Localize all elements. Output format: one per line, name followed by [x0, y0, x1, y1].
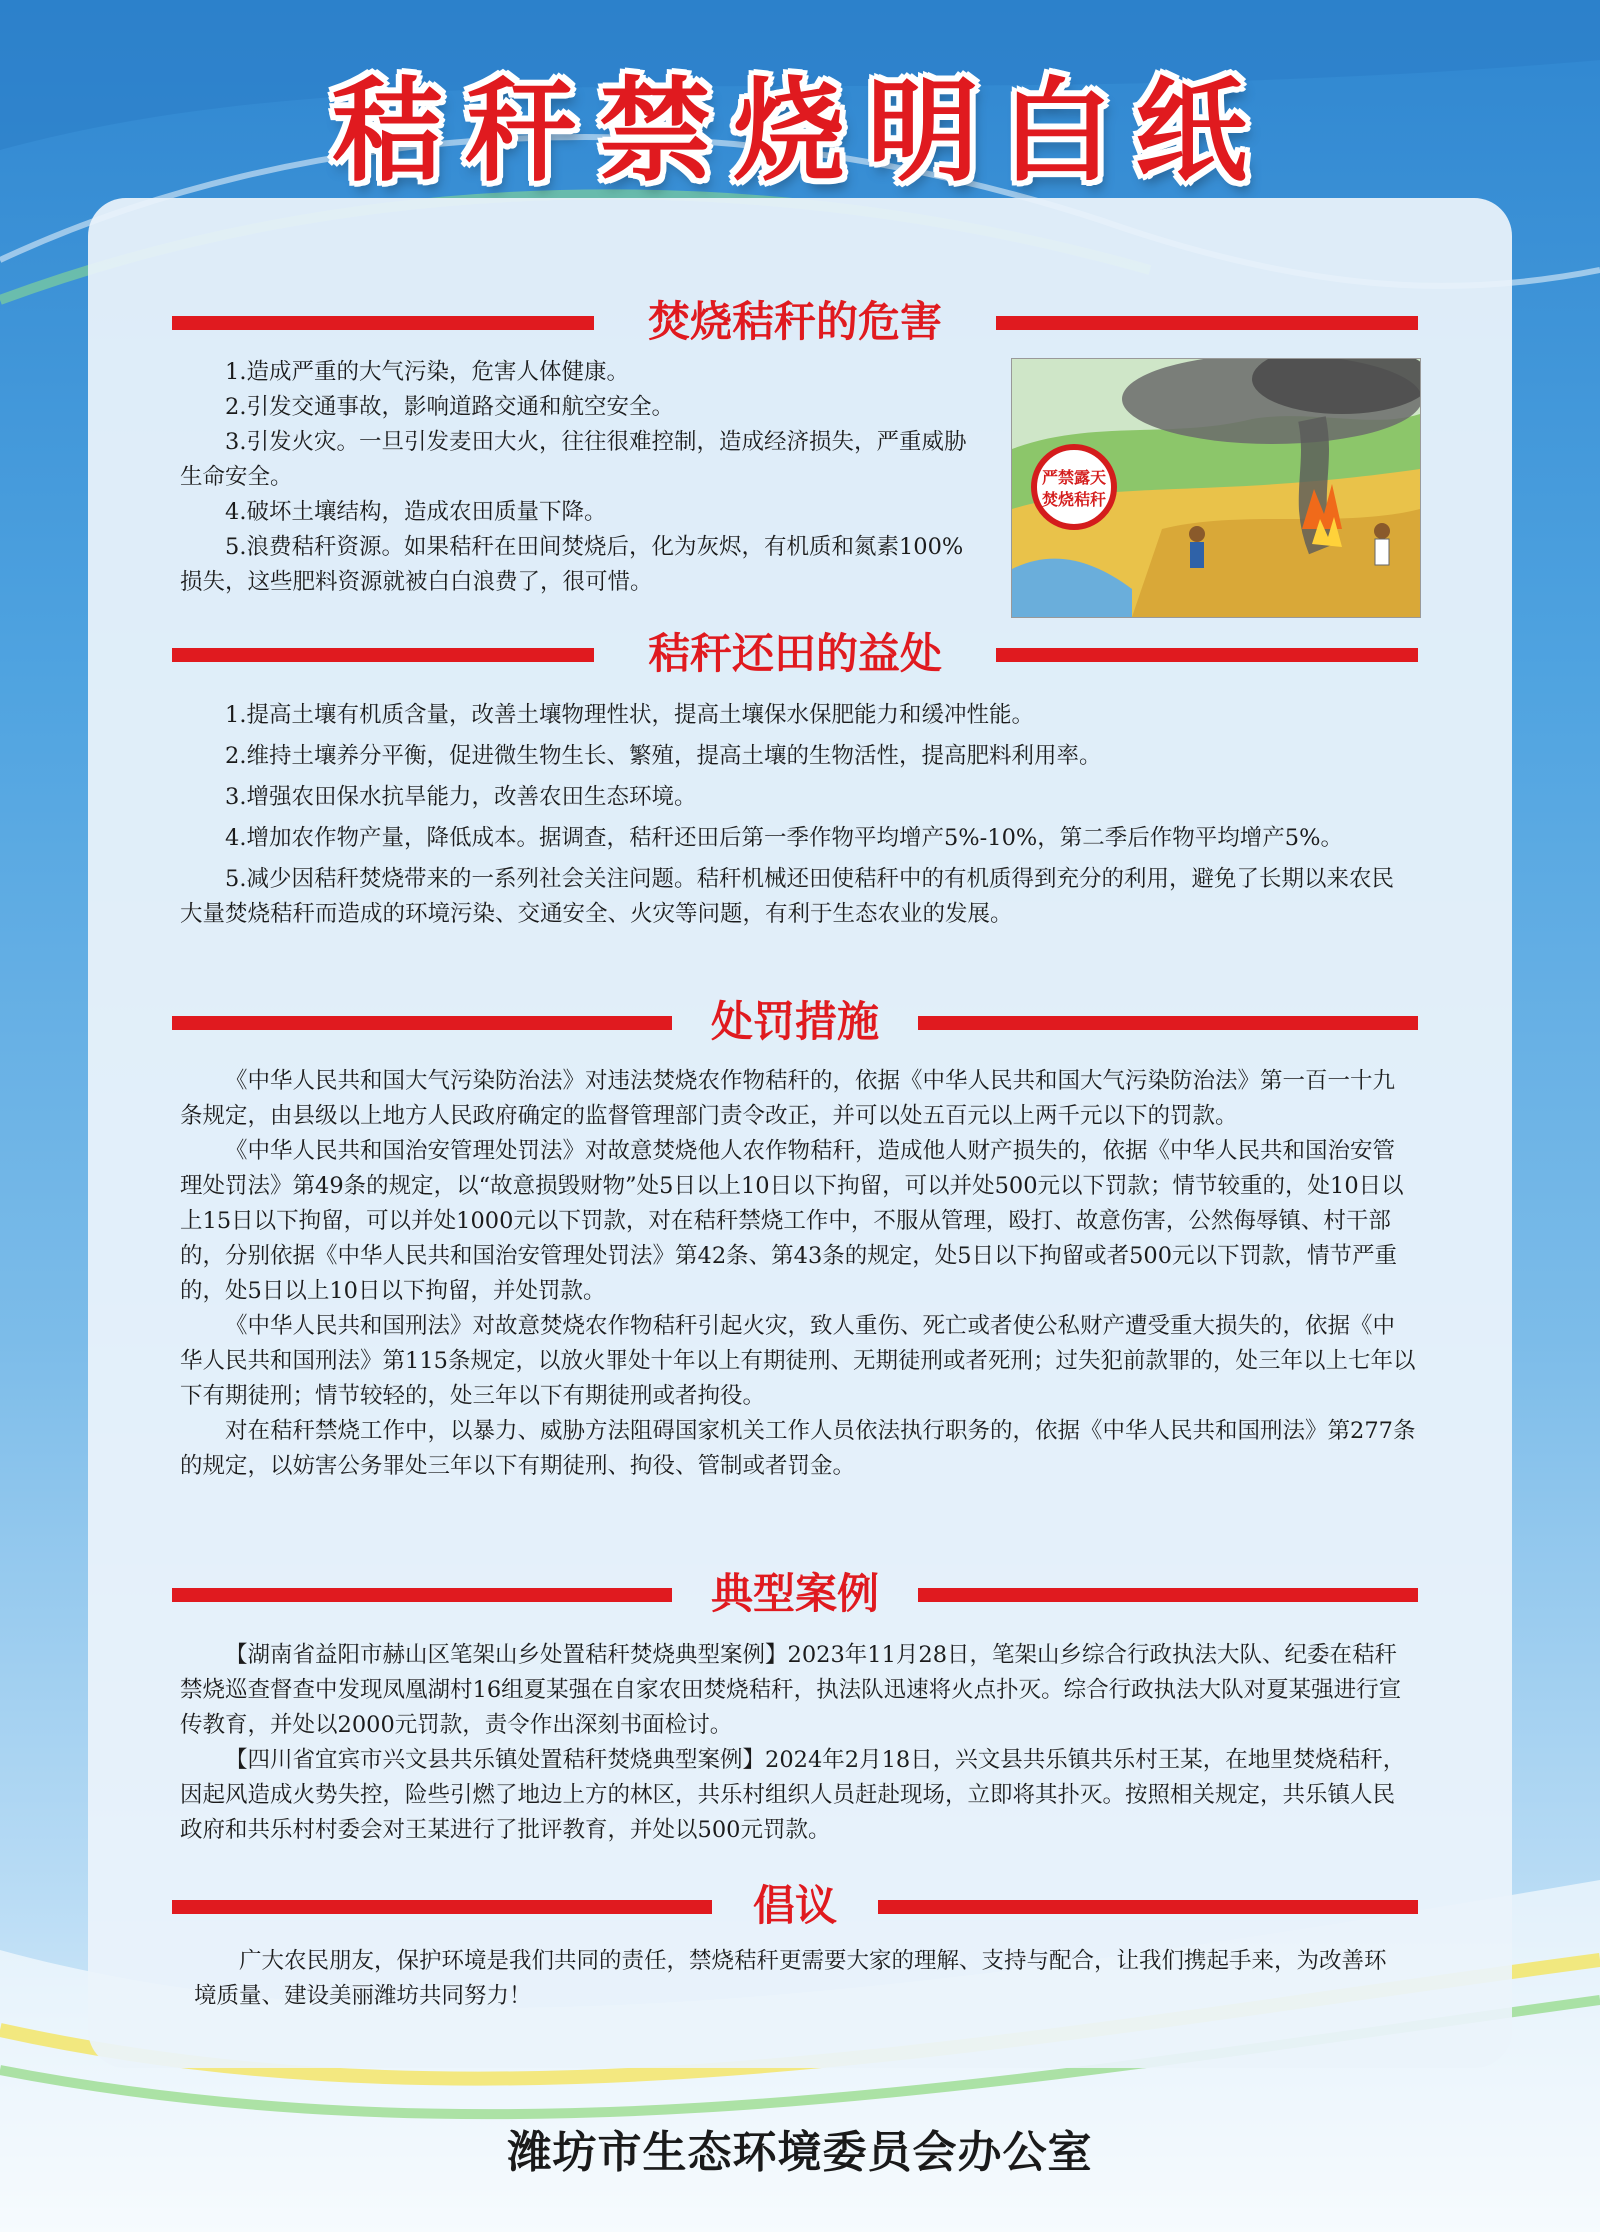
burning-straw-illustration	[1011, 358, 1421, 618]
benefit-item: 4.增加农作物产量，降低成本。据调查，秸秆还田后第一季作物平均增产5%-10%，第二季后作物平均增产5%。	[225, 825, 1343, 851]
benefit-list	[180, 698, 1416, 932]
section-heading-benefit: 秸秆还田的益处	[172, 628, 1418, 680]
case-item: 【四川省宜宾市兴文县共乐镇处置秸秆焚烧典型案例】2024年2月18日，兴文县共乐镇共乐村王某，在地里焚烧秸秆，因起风造成火势失控，险些引燃了地边上方的林区，共乐村组织人员赶赴现场，立即将其扑灭。按照相关规定，共乐镇人民政府和共乐村村委会对王某进行了批评教育，并处以500元罚款。	[180, 1747, 1406, 1843]
benefit-item: 1.提高土壤有机质含量，改善土壤物理性状，提高土壤保水保肥能力和缓冲性能。	[225, 702, 1034, 728]
footer-issuer: 潍坊市生态环境委员会办公室	[507, 2127, 1093, 2178]
penalty-list	[180, 1064, 1416, 1484]
harm-item: 4.破坏土壤结构，造成农田质量下降。	[225, 499, 607, 525]
harm-item: 5.浪费秸秆资源。如果秸秆在田间焚烧后，化为灰烬，有机质和氮素100%损失，这些肥料资源就被白白浪费了，很可惜。	[180, 534, 964, 595]
section-heading-harm: 焚烧秸秆的危害	[172, 296, 1418, 348]
benefit-item: 5.减少因秸秆焚烧带来的一系列社会关注问题。秸秆机械还田使秸秆中的有机质得到充分的利用，避免了长期以来农民大量焚烧秸秆而造成的环境污染、交通安全、火灾等问题，有利于生态农业的发展。	[180, 866, 1394, 927]
benefit-item: 3.增强农田保水抗旱能力，改善农田生态环境。	[225, 784, 697, 810]
section-heading-cases: 典型案例	[172, 1568, 1418, 1620]
section-heading-penalty: 处罚措施	[172, 996, 1418, 1048]
harm-item: 3.引发火灾。一旦引发麦田大火，往往很难控制，造成经济损失，严重威胁生命安全。	[180, 429, 967, 490]
proposal-text: 广大农民朋友，保护环境是我们共同的责任，禁烧秸秆更需要大家的理解、支持与配合，让我们携起手来，为改善环境质量、建设美丽潍坊共同努力！	[194, 1948, 1387, 2009]
cases-list	[180, 1638, 1416, 1848]
harm-item: 2.引发交通事故，影响道路交通和航空安全。	[225, 394, 674, 420]
harm-list	[180, 355, 980, 600]
benefit-item: 2.维持土壤养分平衡，促进微生物生长、繁殖，提高土壤的生物活性，提高肥料利用率。	[225, 743, 1102, 769]
harm-item: 1.造成严重的大气污染，危害人体健康。	[225, 359, 629, 385]
page-title: 秸秆禁烧明白纸	[331, 67, 1269, 197]
penalty-item: 《中华人民共和国刑法》对故意焚烧农作物秸秆引起火灾，致人重伤、死亡或者使公私财产遭受重大损失的，依据《中华人民共和国刑法》第115条规定，以放火罪处十年以上有期徒刑、无期徒刑或者死刑；过失犯前款罪的，处三年以上七年以下有期徒刑；情节较轻的，处三年以下有期徒刑或者拘役。	[180, 1313, 1416, 1409]
illustration-sign-text: 严禁露天	[1041, 468, 1107, 487]
case-item: 【湖南省益阳市赫山区笔架山乡处置秸秆焚烧典型案例】2023年11月28日，笔架山乡综合行政执法大队、纪委在秸秆禁烧巡查督查中发现凤凰湖村16组夏某强在自家农田焚烧秸秆，执法队迅速将火点扑灭。综合行政执法大队对夏某强进行宣传教育，并处以2000元罚款，责令作出深刻书面检讨。	[180, 1642, 1402, 1738]
svg-text:焚烧秸秆: 焚烧秸秆	[1041, 490, 1107, 509]
penalty-item: 《中华人民共和国治安管理处罚法》对故意焚烧他人农作物秸秆，造成他人财产损失的，依据《中华人民共和国治安管理处罚法》第49条的规定，以“故意损毁财物”处5日以上10日以下拘留，可以并处500元以下罚款；情节较重的，处10日以上15日以下拘留，可以并处1000元以下罚款，对在秸秆禁烧工作中，不服从管理，殴打、故意伤害，公然侮辱镇、村干部的，分别依据《中华人民共和国治安管理处罚法》第42条、第43条的规定，处5日以下拘留或者500元以下罚款，情节严重的，处5日以上10日以下拘留，并处罚款。	[180, 1138, 1404, 1304]
penalty-item: 《中华人民共和国大气污染防治法》对违法焚烧农作物秸秆的，依据《中华人民共和国大气污染防治法》第一百一十九条规定，由县级以上地方人民政府确定的监督管理部门责令改正，并可以处五百元以上两千元以下的罚款。	[180, 1068, 1396, 1129]
section-heading-proposal: 倡议	[172, 1880, 1418, 1932]
penalty-item: 对在秸秆禁烧工作中，以暴力、威胁方法阻碍国家机关工作人员依法执行职务的，依据《中华人民共和国刑法》第277条的规定，以妨害公务罪处三年以下有期徒刑、拘役、管制或者罚金。	[180, 1418, 1416, 1479]
